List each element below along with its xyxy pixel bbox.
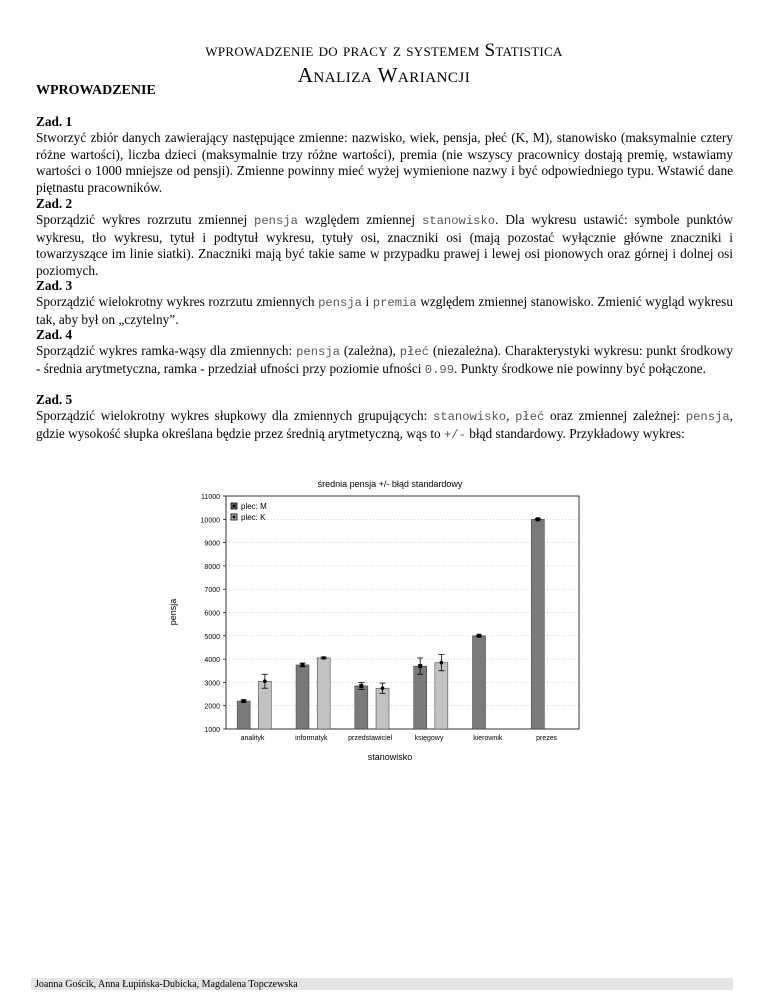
mean-marker bbox=[242, 699, 246, 703]
bar bbox=[414, 666, 427, 729]
mean-marker bbox=[536, 517, 540, 521]
x-tick-label: informatyk bbox=[295, 735, 328, 742]
legend-label-m: plec: M bbox=[241, 502, 267, 511]
section-title: WPROWADZENIE bbox=[36, 83, 156, 98]
y-tick-label: 4000 bbox=[204, 657, 220, 665]
bar bbox=[435, 663, 448, 729]
document-title-line1: wprowadzenie do pracy z systemem Statistica bbox=[205, 40, 563, 61]
code-variable: pensja bbox=[685, 410, 730, 425]
legend-label-k: plec: K bbox=[241, 513, 266, 522]
bar bbox=[317, 658, 330, 729]
code-variable: premia bbox=[372, 296, 417, 311]
mean-marker bbox=[418, 664, 422, 668]
bar bbox=[473, 636, 486, 729]
task-text: Sporządzić wielokrotny wykres słupkowy dla zmiennych grupujących: stanowisko, płeć oraz zmiennej zależnej: pensja, gdzie wysokość słupka określana będzie przez średnią arytmetyczną, wąs to +/- błąd standardowy. Przykładowy wykres: bbox=[36, 408, 733, 442]
task-text: Stworzyć zbiór danych zawierający następujące zmienne: nazwisko, wiek, pensja, płeć (K, M), stanowisko (maksymalnie cztery różne wartości), liczba dzieci (maksymalnie trzy różne wartości), premia (nie wszyscy pracownicy dostają premię, wstawiamy wartości o 1000 mniejsze od pensji). Zmienne powinny mieć wyżej wymienione nazwy i być odpowiedniego typu. Wstawić dane piętnastu pracowników. bbox=[36, 130, 733, 195]
y-tick-label: 6000 bbox=[204, 610, 220, 618]
y-tick-label: 11000 bbox=[201, 494, 220, 501]
code-variable: płeć bbox=[399, 345, 429, 360]
task-3 bbox=[36, 278, 733, 328]
y-tick-label: 8000 bbox=[204, 563, 220, 571]
mean-marker bbox=[477, 634, 481, 638]
document-title-line2: Analiza Wariancji bbox=[297, 63, 471, 87]
x-tick-label: przedstawiciel bbox=[348, 735, 393, 742]
task-heading: Zad. 1 bbox=[36, 114, 73, 129]
mean-marker bbox=[322, 656, 326, 660]
y-axis-label: pensja bbox=[168, 598, 178, 626]
mean-marker bbox=[359, 684, 363, 688]
bar-chart bbox=[160, 474, 600, 774]
bar bbox=[376, 688, 389, 729]
task-heading: Zad. 5 bbox=[36, 392, 73, 407]
task-text: Sporządzić wykres ramka-wąsy dla zmiennych: pensja (zależna), płeć (niezależna). Charakterystyki wykresu: punkt środkowy - średnia arytmetyczna, ramka - przedział ufności przy poziomie ufności 0.99. Punkty środkowe nie powinny być połączone. bbox=[36, 343, 733, 377]
code-variable: stanowisko bbox=[421, 214, 496, 229]
code-variable: pensja bbox=[318, 296, 362, 311]
code-variable: pensja bbox=[254, 214, 298, 229]
y-tick-label: 2000 bbox=[204, 703, 220, 711]
x-axis-label: stanowisko bbox=[367, 752, 413, 762]
bar bbox=[237, 701, 250, 729]
code-variable: +/- bbox=[443, 427, 466, 442]
y-tick-label: 1000 bbox=[204, 727, 220, 734]
mean-marker bbox=[263, 679, 267, 683]
mean-marker bbox=[381, 686, 385, 690]
code-variable: pensja bbox=[296, 345, 340, 360]
footer-authors: Joanna Gościk, Anna Łupińska-Dubicka, Magdalena Topczewska bbox=[31, 978, 733, 990]
code-variable: stanowisko bbox=[432, 410, 507, 425]
y-tick-label: 5000 bbox=[204, 633, 220, 641]
task-heading: Zad. 3 bbox=[36, 278, 73, 293]
bar bbox=[296, 665, 309, 729]
x-tick-label: księgowy bbox=[414, 735, 444, 742]
task-5 bbox=[36, 392, 733, 443]
x-tick-label: prezes bbox=[536, 735, 558, 742]
task-4 bbox=[36, 327, 733, 378]
bar bbox=[531, 519, 544, 729]
task-text: Sporządzić wykres rozrzutu zmiennej pensja względem zmiennej stanowisko. Dla wykresu ustawić: symbole punktów wykresu, tło wykresu, tytuł i podtytuł wykresu, tytuły osi, znaczniki osi (mają pozostać wyłącznie główne znaczniki i towarzyszące im linie siatki). Znaczniki mają być takie same w przypadku prawej i lewej osi pionowych oraz górnej i dolnej osi poziomych. bbox=[36, 212, 734, 278]
y-tick-label: 9000 bbox=[204, 540, 220, 548]
bar bbox=[355, 686, 368, 729]
task-1 bbox=[36, 114, 733, 196]
code-variable: płeć bbox=[515, 410, 545, 425]
x-tick-label: analityk bbox=[240, 735, 265, 742]
task-heading: Zad. 4 bbox=[36, 327, 73, 342]
mean-marker bbox=[440, 661, 444, 665]
task-2 bbox=[36, 196, 733, 279]
code-variable: 0.99 bbox=[424, 362, 455, 377]
task-text: Sporządzić wielokrotny wykres rozrzutu zmiennych pensja i premia względem zmiennej stanowisko. Zmienić wygląd wykresu tak, aby był on „czytelny”. bbox=[36, 294, 734, 327]
y-tick-label: 7000 bbox=[204, 587, 220, 595]
task-heading: Zad. 2 bbox=[36, 196, 73, 211]
x-tick-label: kierownik bbox=[473, 735, 503, 742]
y-tick-label: 3000 bbox=[204, 680, 220, 688]
chart-title: średnia pensja +/- błąd standardowy bbox=[317, 479, 463, 489]
mean-marker bbox=[301, 663, 305, 667]
y-tick-label: 10000 bbox=[200, 517, 220, 525]
